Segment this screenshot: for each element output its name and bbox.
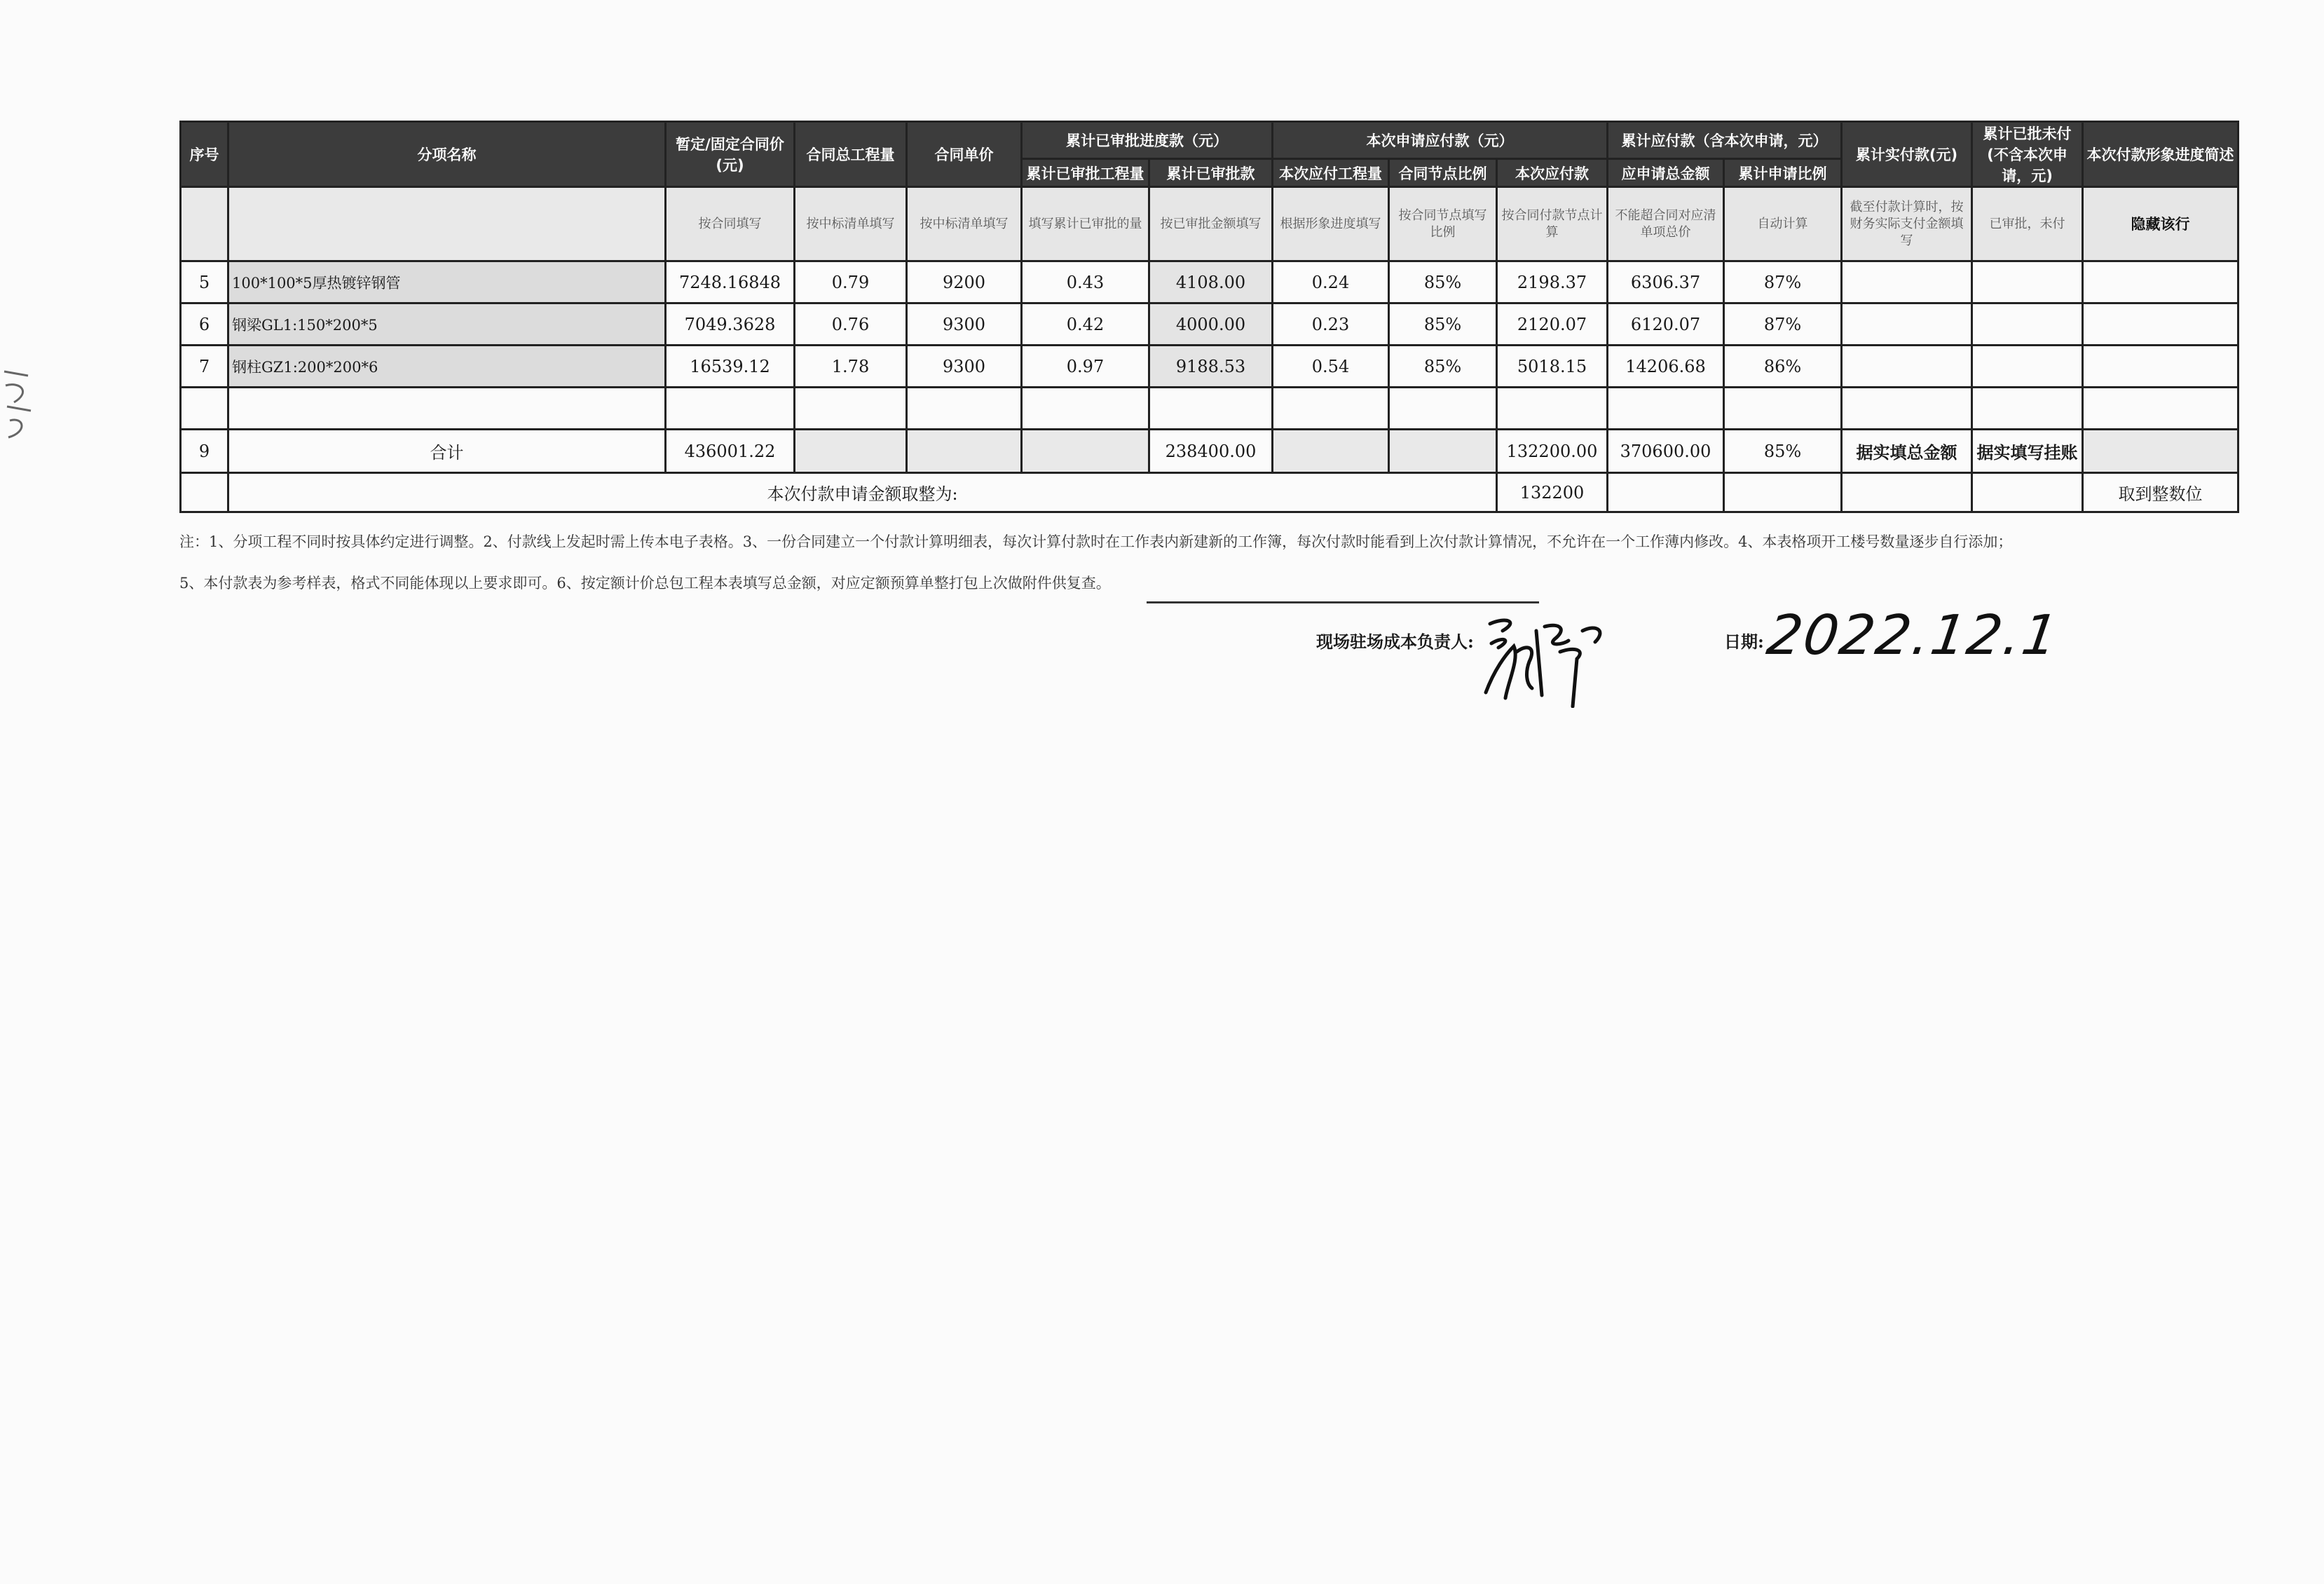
table-row bbox=[181, 261, 2238, 303]
payment-calculation-table bbox=[179, 121, 2239, 513]
row-apply-ratio: 86% bbox=[1724, 346, 1842, 388]
hint-apply-total: 不能超合同对应清单项总价 bbox=[1608, 187, 1724, 261]
empty-cell bbox=[1389, 388, 1497, 430]
final-blank bbox=[1608, 473, 1724, 512]
row-apply-ratio: 87% bbox=[1724, 261, 1842, 303]
row-unit-price: 9300 bbox=[907, 303, 1022, 346]
table-row bbox=[181, 303, 2238, 346]
total-blank bbox=[1022, 430, 1149, 473]
empty-cell bbox=[1022, 388, 1149, 430]
final-label: 本次付款申请金额取整为: bbox=[228, 473, 1497, 512]
empty-cell bbox=[1608, 388, 1724, 430]
row-cum-qty: 0.43 bbox=[1022, 261, 1149, 303]
row-cum-unpaid bbox=[1972, 303, 2083, 346]
row-this-qty: 0.23 bbox=[1273, 303, 1389, 346]
row-this-payable: 2198.37 bbox=[1497, 261, 1608, 303]
row-total-qty: 1.78 bbox=[795, 346, 907, 388]
row-cum-paid bbox=[1842, 303, 1972, 346]
total-blank bbox=[795, 430, 907, 473]
header-cum-approved-amount: 累计已审批款 bbox=[1149, 159, 1273, 187]
header-progress-desc: 本次付款形象进度简述 bbox=[2083, 122, 2238, 187]
empty-cell bbox=[1724, 388, 1842, 430]
header-apply-ratio: 累计申请比例 bbox=[1724, 159, 1842, 187]
row-unit-price: 9200 bbox=[907, 261, 1022, 303]
hint-cum-paid: 截至付款计算时，按财务实际支付金额填写 bbox=[1842, 187, 1972, 261]
row-this-payable: 5018.15 bbox=[1497, 346, 1608, 388]
row-this-qty: 0.54 bbox=[1273, 346, 1389, 388]
handwritten-signature bbox=[1477, 603, 1618, 708]
stamp-edge-mark bbox=[0, 364, 39, 449]
footnote-line-2: 5、本付款表为参考样表，格式不同能体现以上要求即可。6、按定额计价总包工程本表填写总金额，对应定额预算单整打包上次做附件供复查。 bbox=[179, 575, 1111, 592]
total-cum-unpaid: 据实填写挂账 bbox=[1972, 430, 2083, 473]
total-apply-ratio: 85% bbox=[1724, 430, 1842, 473]
row-apply-total: 6306.37 bbox=[1608, 261, 1724, 303]
empty-cell bbox=[666, 388, 795, 430]
final-blank bbox=[1724, 473, 1842, 512]
row-cum-amount: 4000.00 bbox=[1149, 303, 1273, 346]
empty-cell bbox=[2083, 388, 2238, 430]
total-blank bbox=[1273, 430, 1389, 473]
total-blank bbox=[907, 430, 1022, 473]
empty-cell bbox=[1273, 388, 1389, 430]
final-blank bbox=[1842, 473, 1972, 512]
hint-unit-price: 按中标清单填写 bbox=[907, 187, 1022, 261]
empty-cell bbox=[1149, 388, 1273, 430]
row-apply-total: 6120.07 bbox=[1608, 303, 1724, 346]
header-item-name: 分项名称 bbox=[228, 122, 666, 187]
total-blank bbox=[1389, 430, 1497, 473]
header-cum-unpaid: 累计已批未付(不含本次申请，元) bbox=[1972, 122, 2083, 187]
hint-total-qty: 按中标清单填写 bbox=[795, 187, 907, 261]
row-ratio: 85% bbox=[1389, 303, 1497, 346]
hint-contract-price: 按合同填写 bbox=[666, 187, 795, 261]
row-cum-paid bbox=[1842, 346, 1972, 388]
instruction-row bbox=[181, 187, 2238, 261]
final-value: 132200 bbox=[1497, 473, 1608, 512]
row-cum-qty: 0.97 bbox=[1022, 346, 1149, 388]
row-seq: 7 bbox=[181, 346, 228, 388]
row-apply-total: 14206.68 bbox=[1608, 346, 1724, 388]
empty-cell bbox=[1497, 388, 1608, 430]
hint-progress-desc: 隐藏该行 bbox=[2083, 187, 2238, 261]
total-contract-price: 436001.22 bbox=[666, 430, 795, 473]
header-cum-payable-group: 累计应付款（含本次申请，元） bbox=[1608, 122, 1842, 159]
hint-name-cell bbox=[228, 187, 666, 261]
row-cum-unpaid bbox=[1972, 261, 2083, 303]
hint-cum-approved-amount: 按已审批金额填写 bbox=[1149, 187, 1273, 261]
empty-cell bbox=[228, 388, 666, 430]
row-cum-amount: 4108.00 bbox=[1149, 261, 1273, 303]
hint-this-qty: 根据形象进度填写 bbox=[1273, 187, 1389, 261]
row-contract-price: 7248.16848 bbox=[666, 261, 795, 303]
table-row bbox=[181, 346, 2238, 388]
footnote-line-1: 注：1、分项工程不同时按具体约定进行调整。2、付款线上发起时需上传本电子表格。3、一份合同建立一个付款计算明细表，每次计算付款时在工作表内新建新的工作簿，每次付款时能看到上次付款计算情况，不允许在一个工作薄内修改。4、本表格项开工楼号数量逐步自行添加； bbox=[179, 533, 2013, 550]
row-contract-price: 7049.3628 bbox=[666, 303, 795, 346]
final-blank bbox=[1972, 473, 2083, 512]
row-ratio: 85% bbox=[1389, 346, 1497, 388]
row-item-name: 钢梁GL1:150*200*5 bbox=[228, 303, 666, 346]
row-cum-unpaid bbox=[1972, 346, 2083, 388]
hint-seq-cell bbox=[181, 187, 228, 261]
final-blank bbox=[181, 473, 228, 512]
empty-cell bbox=[1972, 388, 2083, 430]
header-this-qty: 本次应付工程量 bbox=[1273, 159, 1389, 187]
row-cum-amount: 9188.53 bbox=[1149, 346, 1273, 388]
total-label: 合计 bbox=[228, 430, 666, 473]
row-unit-price: 9300 bbox=[907, 346, 1022, 388]
header-row-1 bbox=[181, 122, 2238, 159]
row-progress-desc bbox=[2083, 303, 2238, 346]
header-this-group: 本次申请应付款（元） bbox=[1273, 122, 1608, 159]
header-cum-approved-group: 累计已审批进度款（元） bbox=[1022, 122, 1273, 159]
row-total-qty: 0.79 bbox=[795, 261, 907, 303]
header-cum-approved-qty: 累计已审批工程量 bbox=[1022, 159, 1149, 187]
row-seq: 6 bbox=[181, 303, 228, 346]
row-ratio: 85% bbox=[1389, 261, 1497, 303]
row-seq: 5 bbox=[181, 261, 228, 303]
final-amount-row bbox=[181, 473, 2238, 512]
total-seq: 9 bbox=[181, 430, 228, 473]
total-row bbox=[181, 430, 2238, 473]
row-total-qty: 0.76 bbox=[795, 303, 907, 346]
row-cum-paid bbox=[1842, 261, 1972, 303]
hint-this-payable: 按合同付款节点计算 bbox=[1497, 187, 1608, 261]
row-item-name: 100*100*5厚热镀锌钢管 bbox=[228, 261, 666, 303]
total-this-payable: 132200.00 bbox=[1497, 430, 1608, 473]
hint-cum-approved-qty: 填写累计已审批的量 bbox=[1022, 187, 1149, 261]
header-seq: 序号 bbox=[181, 122, 228, 187]
empty-row bbox=[181, 388, 2238, 430]
empty-cell bbox=[795, 388, 907, 430]
total-cum-amount: 238400.00 bbox=[1149, 430, 1273, 473]
empty-cell bbox=[907, 388, 1022, 430]
header-cum-paid: 累计实付款(元) bbox=[1842, 122, 1972, 187]
row-apply-ratio: 87% bbox=[1724, 303, 1842, 346]
header-apply-total: 应申请总金额 bbox=[1608, 159, 1724, 187]
hint-cum-unpaid: 已审批，未付 bbox=[1972, 187, 2083, 261]
total-cum-paid: 据实填总金额 bbox=[1842, 430, 1972, 473]
hint-apply-ratio: 自动计算 bbox=[1724, 187, 1842, 261]
row-progress-desc bbox=[2083, 346, 2238, 388]
header-total-qty: 合同总工程量 bbox=[795, 122, 907, 187]
total-blank bbox=[2083, 430, 2238, 473]
row-contract-price: 16539.12 bbox=[666, 346, 795, 388]
header-this-payable: 本次应付款 bbox=[1497, 159, 1608, 187]
row-progress-desc bbox=[2083, 261, 2238, 303]
row-this-qty: 0.24 bbox=[1273, 261, 1389, 303]
row-item-name: 钢柱GZ1:200*200*6 bbox=[228, 346, 666, 388]
date-label: 日期: bbox=[1724, 631, 1764, 652]
empty-cell bbox=[181, 388, 228, 430]
hint-node-ratio: 按合同节点填写比例 bbox=[1389, 187, 1497, 261]
handwritten-date: 2022.12.1 bbox=[1763, 604, 2063, 667]
total-apply-total: 370600.00 bbox=[1608, 430, 1724, 473]
header-contract-price: 暂定/固定合同价(元) bbox=[666, 122, 795, 187]
row-this-payable: 2120.07 bbox=[1497, 303, 1608, 346]
row-cum-qty: 0.42 bbox=[1022, 303, 1149, 346]
header-node-ratio: 合同节点比例 bbox=[1389, 159, 1497, 187]
empty-cell bbox=[1842, 388, 1972, 430]
signer-label: 现场驻场成本负责人: bbox=[1316, 631, 1474, 652]
header-unit-price: 合同单价 bbox=[907, 122, 1022, 187]
final-note: 取到整数位 bbox=[2083, 473, 2238, 512]
